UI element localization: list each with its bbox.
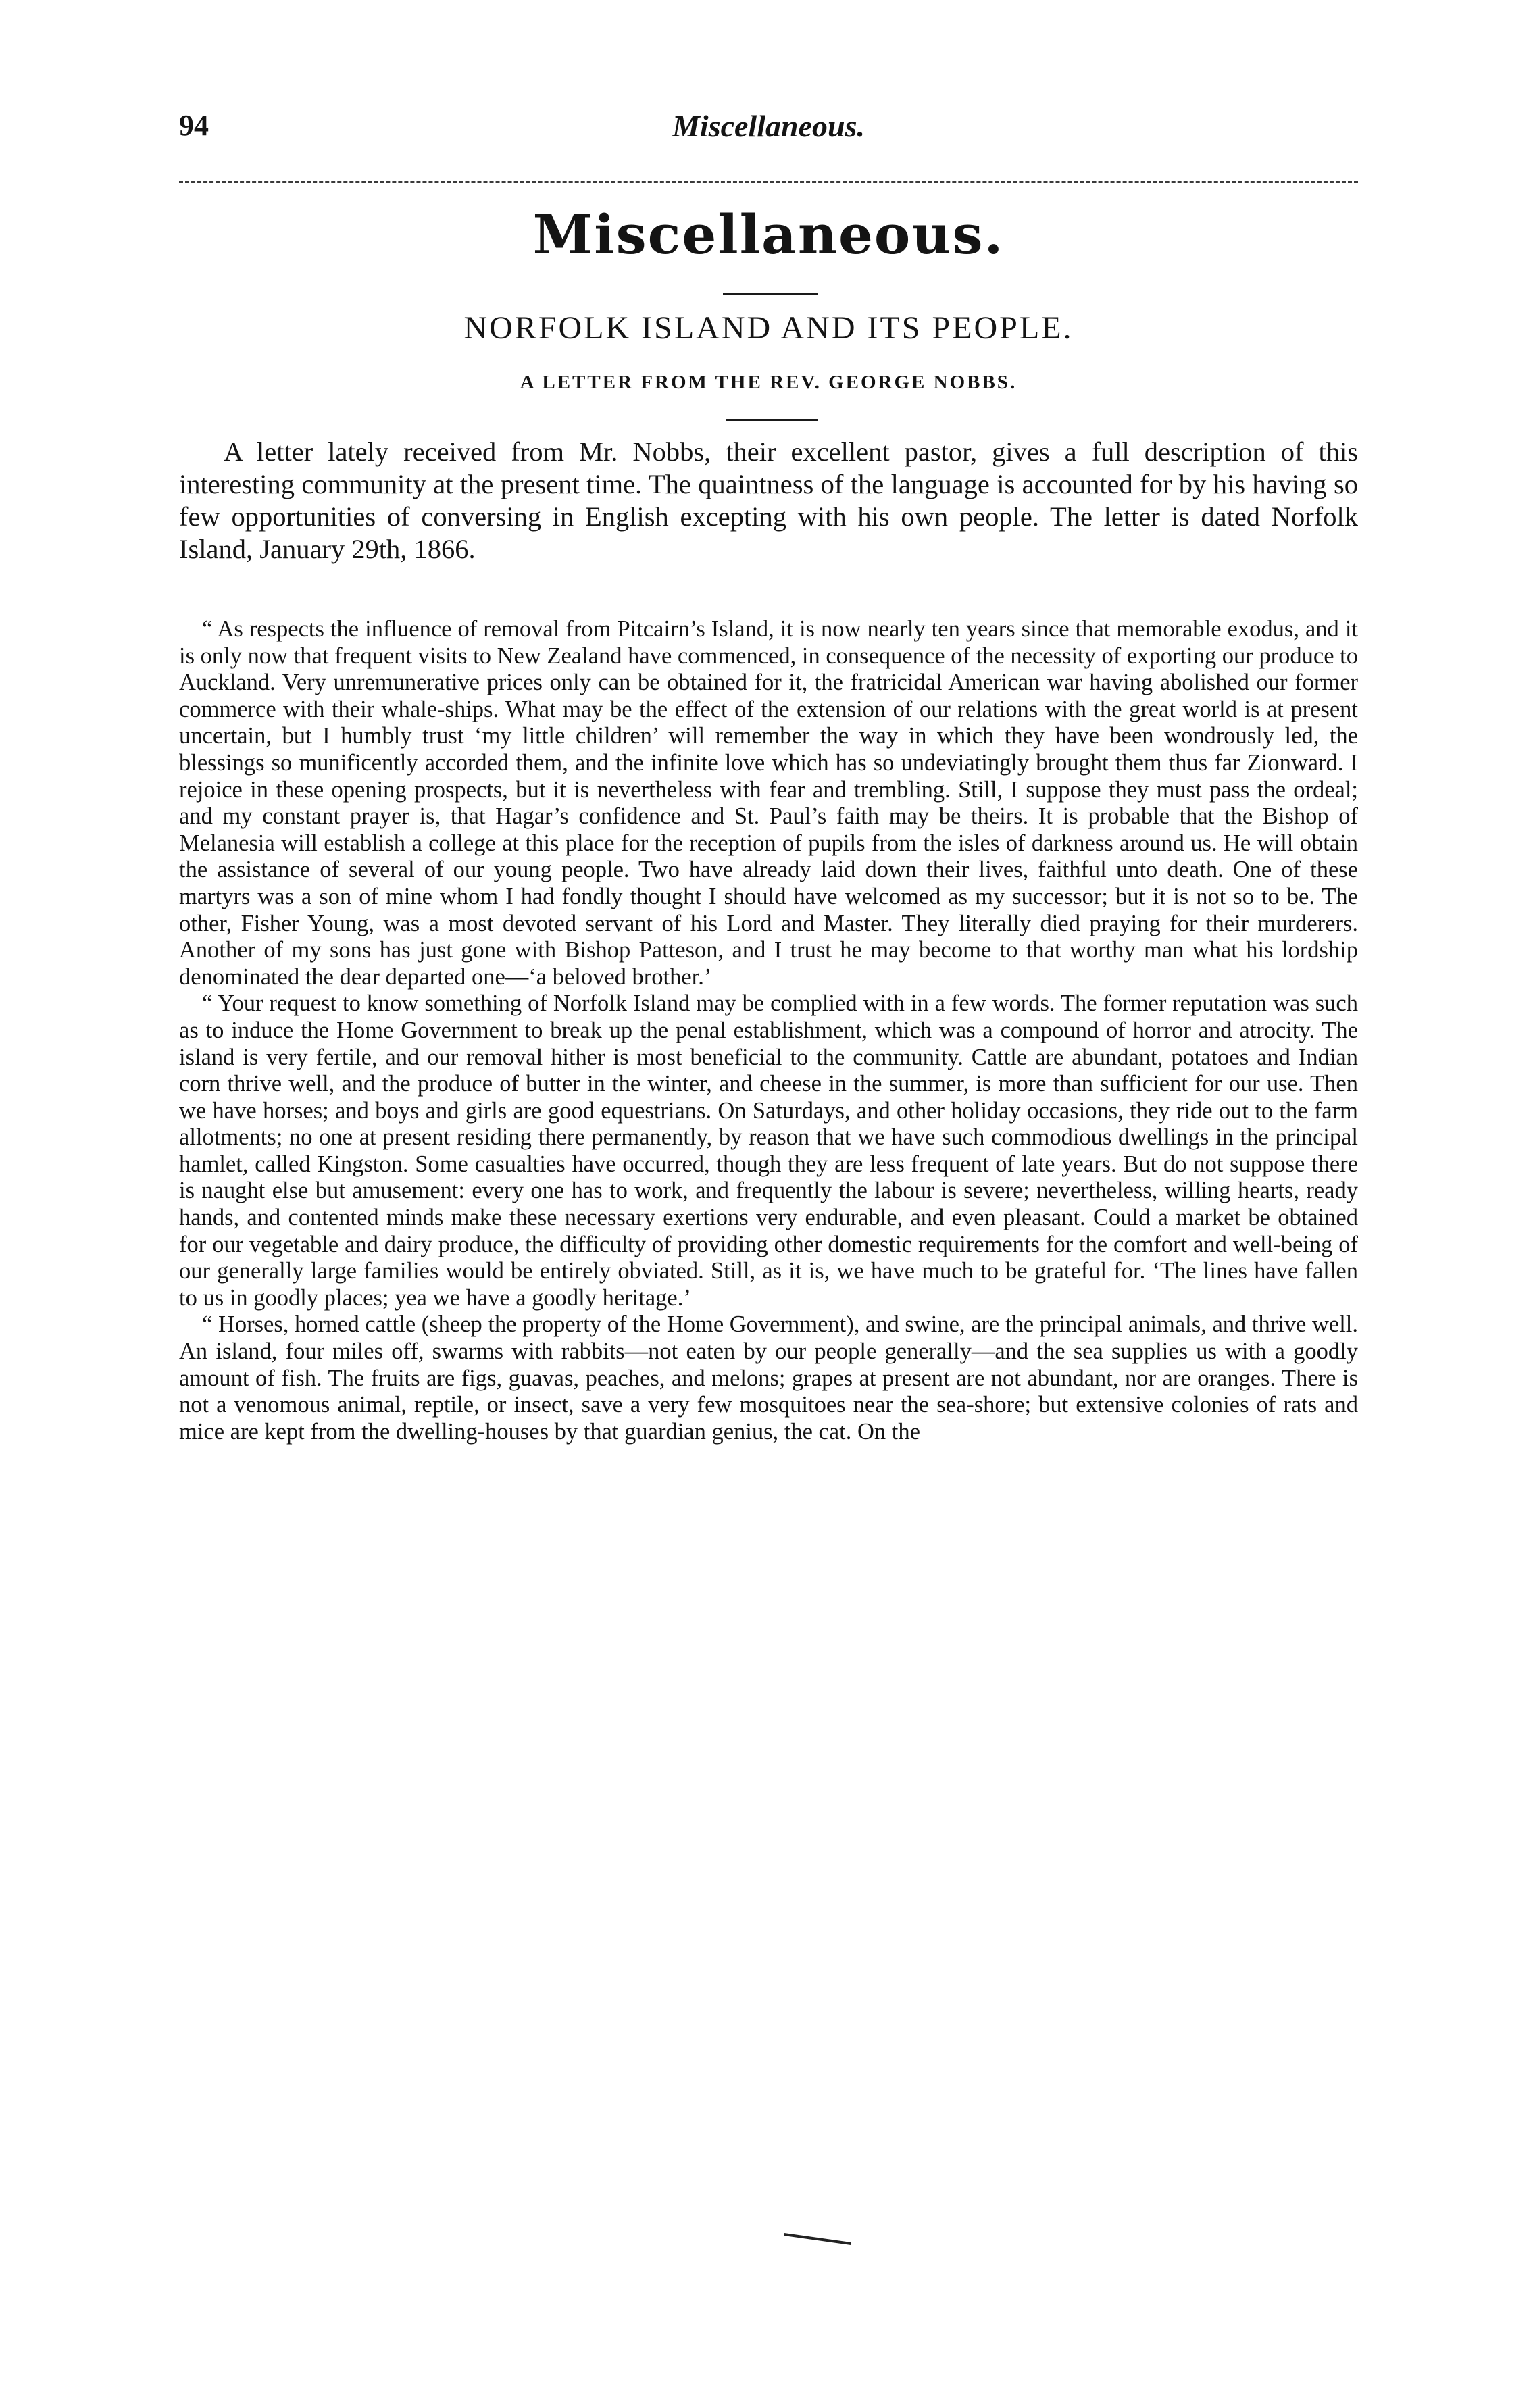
running-title: Miscellaneous. [672, 109, 865, 143]
letter-paragraph: “ Your request to know something of Norfolk Island may be complied with in a few words. The former reputation was such as to induce the Home Government to break up the penal establishment, which was a compound of horror and atrocity. The island is very fertile, and our removal hither is most beneficial to the community. Cattle are abundant, potatoes and Indian corn thrive well, and the produce of butter in the winter, and cheese in the summer, is more than sufficient for our use. Then we have horses; and boys and girls are good equestrians. On Saturdays, and other holiday occasions, they ride out to the farm allotments; no one at present residing there permanently, by reason that we have such commodious dwellings in the principal hamlet, called Kingston. Some casualties have occurred, though they are less frequent of late years. But do not suppose there is naught else but amusement: every one has to work, and frequently the labour is severe; nevertheless, willing hearts, ready hands, and contented minds make these necessary exertions very endurable, and even pleasant. Could a market be obtained for our vegetable and dairy produce, the difficulty of providing other domestic requirements for the comfort and well-being of our generally large families would be entirely obviated. Still, as it is, we have much to be grateful for. ‘The lines have fallen to us in goodly places; yea we have a goodly heritage.’ [179, 990, 1358, 1311]
header-rule [179, 181, 1358, 183]
letter-paragraph: “ Horses, horned cattle (sheep the property of the Home Government), and swine, are the principal animals, and thrive well. An island, four miles off, swarms with rabbits—not eaten by our people generally—and the sea supplies us with a goodly amount of fish. The fruits are figs, guavas, peaches, and melons; grapes at present are not abundant, nor are oranges. There is not a venomous animal, reptile, or insect, save a very few mosquitoes near the sea-shore; but extensive colonies of rats and mice are kept from the dwelling-houses by that guardian genius, the cat. On the [179, 1311, 1359, 1445]
page-number: 94 [179, 109, 209, 142]
article-subtitle: A LETTER FROM THE REV. GEORGE NOBBS. [520, 372, 1017, 393]
title-rule-top [723, 293, 818, 295]
section-heading: Miscellaneous. [532, 203, 1005, 266]
article-title: NORFOLK ISLAND AND ITS PEOPLE. [463, 310, 1074, 346]
printer-mark [784, 2233, 851, 2245]
title-rule-bottom [726, 419, 818, 421]
letter-body [179, 616, 1358, 1445]
letter-paragraph: “ As respects the influence of removal from Pitcairn’s Island, it is now nearly ten years since that memorable exodus, and it is only now that frequent visits to New Zealand have commenced, in consequence of the necessity of exporting our produce to Auckland. Very unremunerative prices only can be obtained for it, the fratricidal American war having abolished our former commerce with their whale-ships. What may be the effect of the extension of our relations with the great world is at present uncertain, but I humbly trust ‘my little children’ will remember the way in which they have been wondrously led, the blessings so munificently accorded them, and the infinite love which has so undeviatingly brought them thus far Zionward. I rejoice in these opening prospects, but it is nevertheless with fear and trembling. Still, I suppose they must pass the ordeal; and my constant prayer is, that Hagar’s confidence and St. Paul’s faith may be theirs. It is probable that the Bishop of Melanesia will establish a college at this place for the reception of pupils from the isles of darkness around us. He will obtain the assistance of several of our young people. Two have already laid down their lives, faithful unto death. One of these martyrs was a son of mine whom I had fondly thought I should have welcomed as my successor; but it is not so to be. The other, Fisher Young, was a most devoted servant of his Lord and Master. They literally died praying for their murderers. Another of my sons has just gone with Bishop Patteson, and I trust he may become to that worthy man what his lordship denominated the dear departed one—‘a beloved brother.’ [179, 616, 1358, 990]
running-head [179, 108, 1358, 155]
intro-paragraph: A letter lately received from Mr. Nobbs, their excellent pastor, gives a full description of this interesting community at the present time. The quaintness of the language is accounted for by his having so few opportunities of conversing in English excepting with his own people. The letter is dated Norfolk Island, January 29th, 1866. [179, 436, 1358, 564]
